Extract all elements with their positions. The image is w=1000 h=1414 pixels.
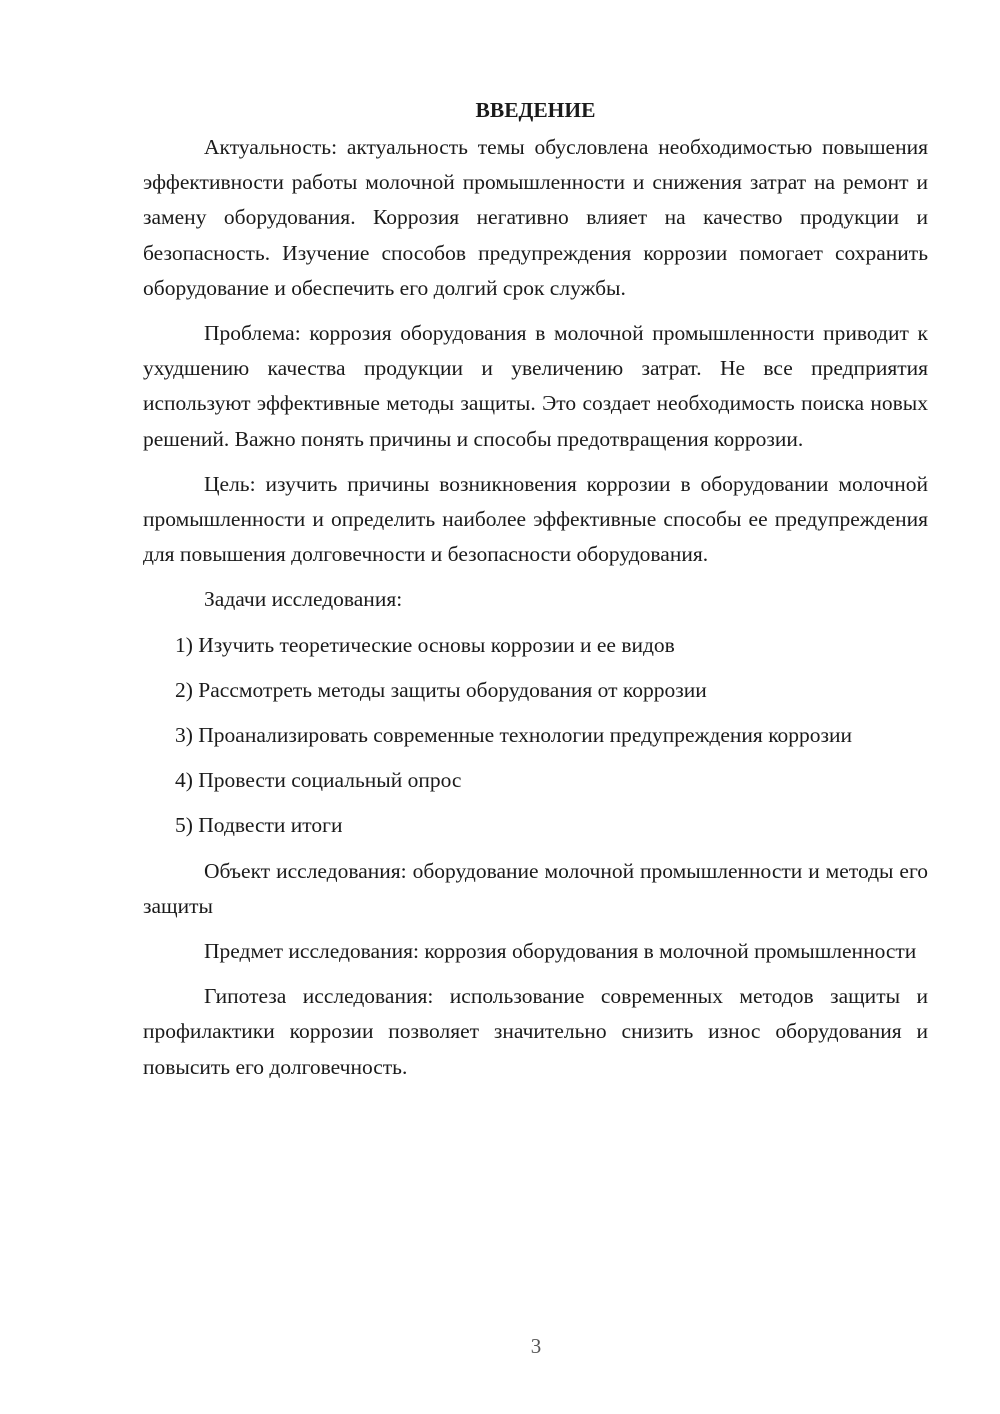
list-item: 2) Рассмотреть методы защиты оборудования от коррозии [175, 677, 707, 702]
list-item: 4) Провести социальный опрос [175, 768, 462, 793]
list-item: 3) Проанализировать современные технологии предупреждения коррозии [175, 723, 853, 748]
goal-paragraph: Цель: изучить причины возникновения коррозии в оборудовании молочной промышленности и определить наиболее эффективные способы ее предупреждения для повышения долговечности и безопасности оборудования. [143, 471, 928, 567]
problem-paragraph: Проблема: коррозия оборудования в молочной промышленности приводит к ухудшению качества продукции и увеличению затрат. Не все предприятия используют эффективные методы защиты. Это создает необходимость поиска новых решений. Важно понять причины и способы предотвращения коррозии. [143, 321, 928, 451]
list-item: 1) Изучить теоретические основы коррозии и ее видов [175, 632, 675, 657]
hypothesis-paragraph: Гипотеза исследования: использование современных методов защиты и профилактики коррозии позволяет значительно снизить износ оборудования и повысить его долговечность. [143, 984, 928, 1079]
tasks-list [143, 628, 928, 844]
page-number: 3 [530, 1334, 542, 1358]
object-paragraph: Объект исследования: оборудование молочной промышленности и методы его защиты [143, 858, 928, 918]
document-page [143, 92, 928, 1085]
subject-paragraph: Предмет исследования: коррозия оборудования в молочной промышленности [204, 939, 917, 964]
page-title: ВВЕДЕНИЕ [475, 98, 596, 122]
list-item: 5) Подвести итоги [175, 813, 343, 838]
tasks-title: Задачи исследования: [204, 587, 403, 612]
relevance-paragraph: Актуальность: актуальность темы обусловлена необходимостью повышения эффективности работы молочной промышленности и снижения затрат на ремонт и замену оборудования. Коррозия негативно влияет на качество продукции и безопасность. Изучение способов предупреждения коррозии помогает сохранить оборудование и обеспечить его долгий срок службы. [143, 135, 928, 300]
